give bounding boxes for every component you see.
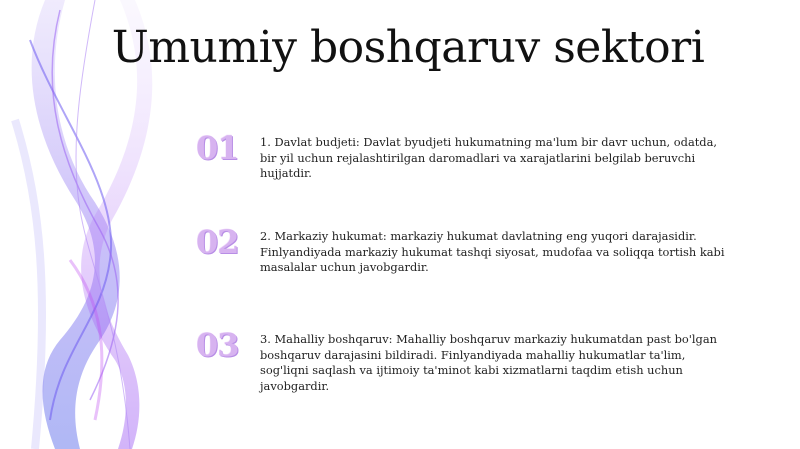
item-number-03: 03 (196, 326, 239, 364)
item-text-3: 3. Mahalliy boshqaruv: Mahalliy boshqaruv markaziy hukumatdan past bo'lgan boshqaruv darajasini bildiradi. Finlyandiyada mahalliy hukumatlar ta'lim, sog'liqni saqlash va ijtimoiy ta'minot kabi xizmatlarni taqdim etish uchun javobgardir. (260, 332, 717, 393)
item-text-1: 1. Davlat budjeti: Davlat byudjeti hukumatning ma'lum bir davr uchun, odatda, bir yil uchun rejalashtirilgan daromadlari va xarajatlarini belgilab beruvchi hujjatdir. (260, 135, 718, 180)
item-number-02: 02 (196, 223, 239, 261)
slide-title: Umumiy boshqaruv sektori (111, 22, 705, 73)
item-text-2: 2. Markaziy hukumat: markaziy hukumat davlatning eng yuqori darajasidir. Finlyandiyada markaziy hukumat tashqi siyosat, mudofaa va soliqqa tortish kabi masalalar uchun javobgardir. (260, 229, 725, 274)
item-number-01: 01 (196, 129, 239, 167)
